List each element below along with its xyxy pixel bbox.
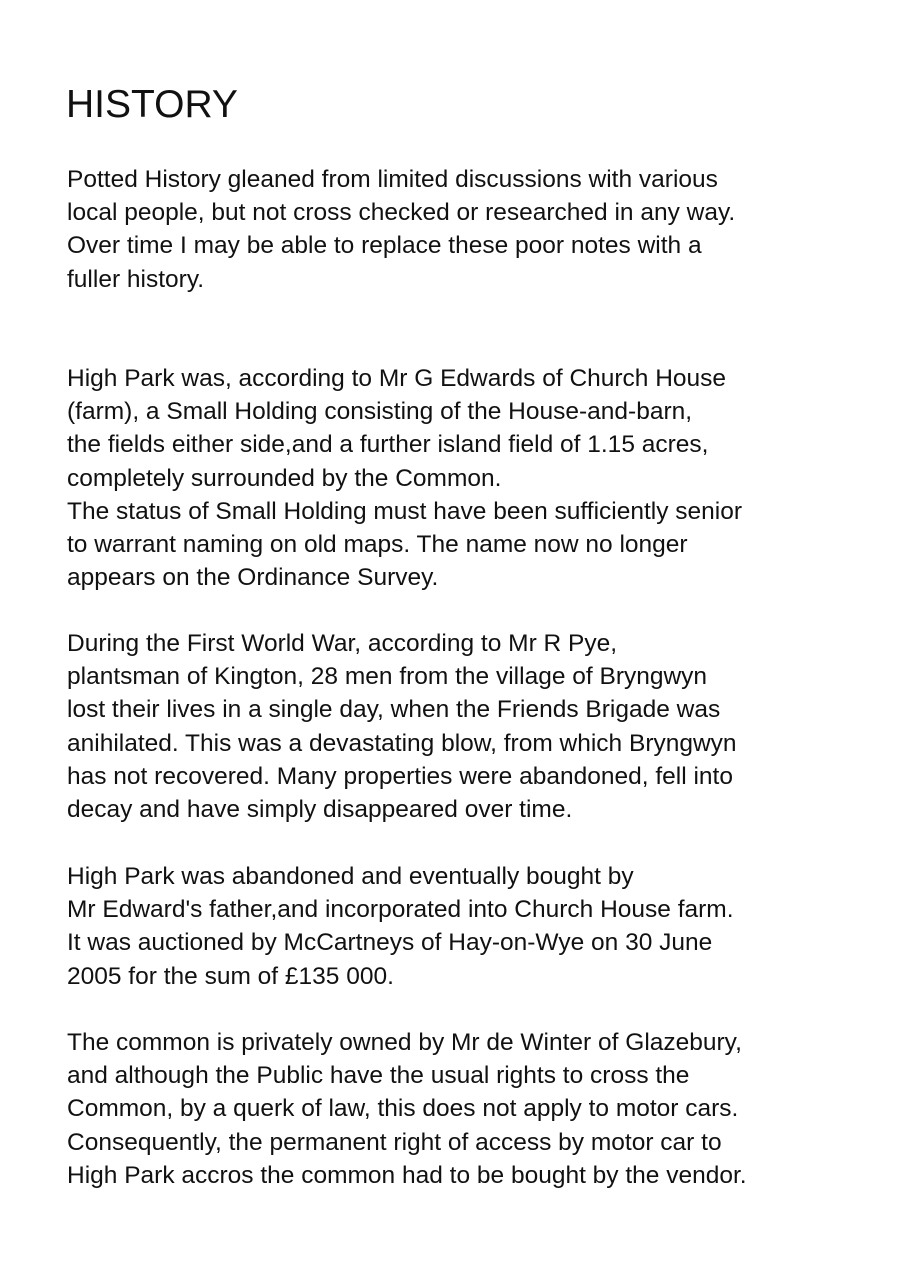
text-line: High Park was abandoned and eventually bought by: [67, 863, 634, 890]
text-line: The common is privately owned by Mr de Winter of Glazebury,: [67, 1029, 742, 1056]
text-line: During the First World War, according to Mr R Pye,: [67, 630, 618, 657]
common-paragraph: [67, 1026, 747, 1192]
text-line: 2005 for the sum of £135 000.: [67, 962, 394, 990]
text-line: appears on the Ordinance Survey.: [67, 564, 439, 592]
text-line: has not recovered. Many properties were abandoned, fell into: [67, 762, 733, 790]
text-line: to warrant naming on old maps. The name now no longer: [67, 531, 688, 559]
text-line: anihilated. This was a devastating blow, from which Bryngwyn: [67, 729, 737, 757]
text-line: the fields either side,and a further island field of 1.15 acres,: [67, 431, 709, 459]
text-line: and although the Public have the usual rights to cross the: [67, 1062, 690, 1090]
text-line: Mr Edward's father,and incorporated into Church House farm.: [67, 896, 734, 924]
text-line: completely surrounded by the Common.: [67, 464, 502, 492]
text-line: Potted History gleaned from limited discussions with various: [67, 166, 718, 193]
text-line: local people, but not cross checked or researched in any way.: [67, 199, 736, 227]
text-line: Over time I may be able to replace these poor notes with a: [67, 232, 702, 260]
text-line: plantsman of Kington, 28 men from the village of Bryngwyn: [67, 663, 708, 691]
text-line: fuller history.: [67, 265, 205, 293]
intro-paragraph: [67, 163, 735, 296]
text-line: (farm), a Small Holding consisting of the House-and-barn,: [67, 398, 693, 426]
text-line: The status of Small Holding must have been sufficiently senior: [67, 497, 743, 525]
text-line: High Park was, according to Mr G Edwards of Church House: [67, 365, 727, 392]
sale-paragraph: [67, 860, 734, 993]
text-line: Consequently, the permanent right of access by motor car to: [67, 1128, 722, 1156]
text-line: High Park accros the common had to be bought by the vendor.: [67, 1161, 747, 1189]
text-line: Common, by a querk of law, this does not apply to motor cars.: [67, 1095, 739, 1123]
text-line: decay and have simply disappeared over time.: [67, 796, 573, 824]
page-title: HISTORY: [66, 83, 238, 126]
text-line: It was auctioned by McCartneys of Hay-on-Wye on 30 June: [67, 929, 713, 957]
war-paragraph: [67, 627, 737, 826]
text-line: lost their lives in a single day, when the Friends Brigade was: [67, 696, 721, 724]
smallholding-paragraph: [67, 362, 742, 594]
